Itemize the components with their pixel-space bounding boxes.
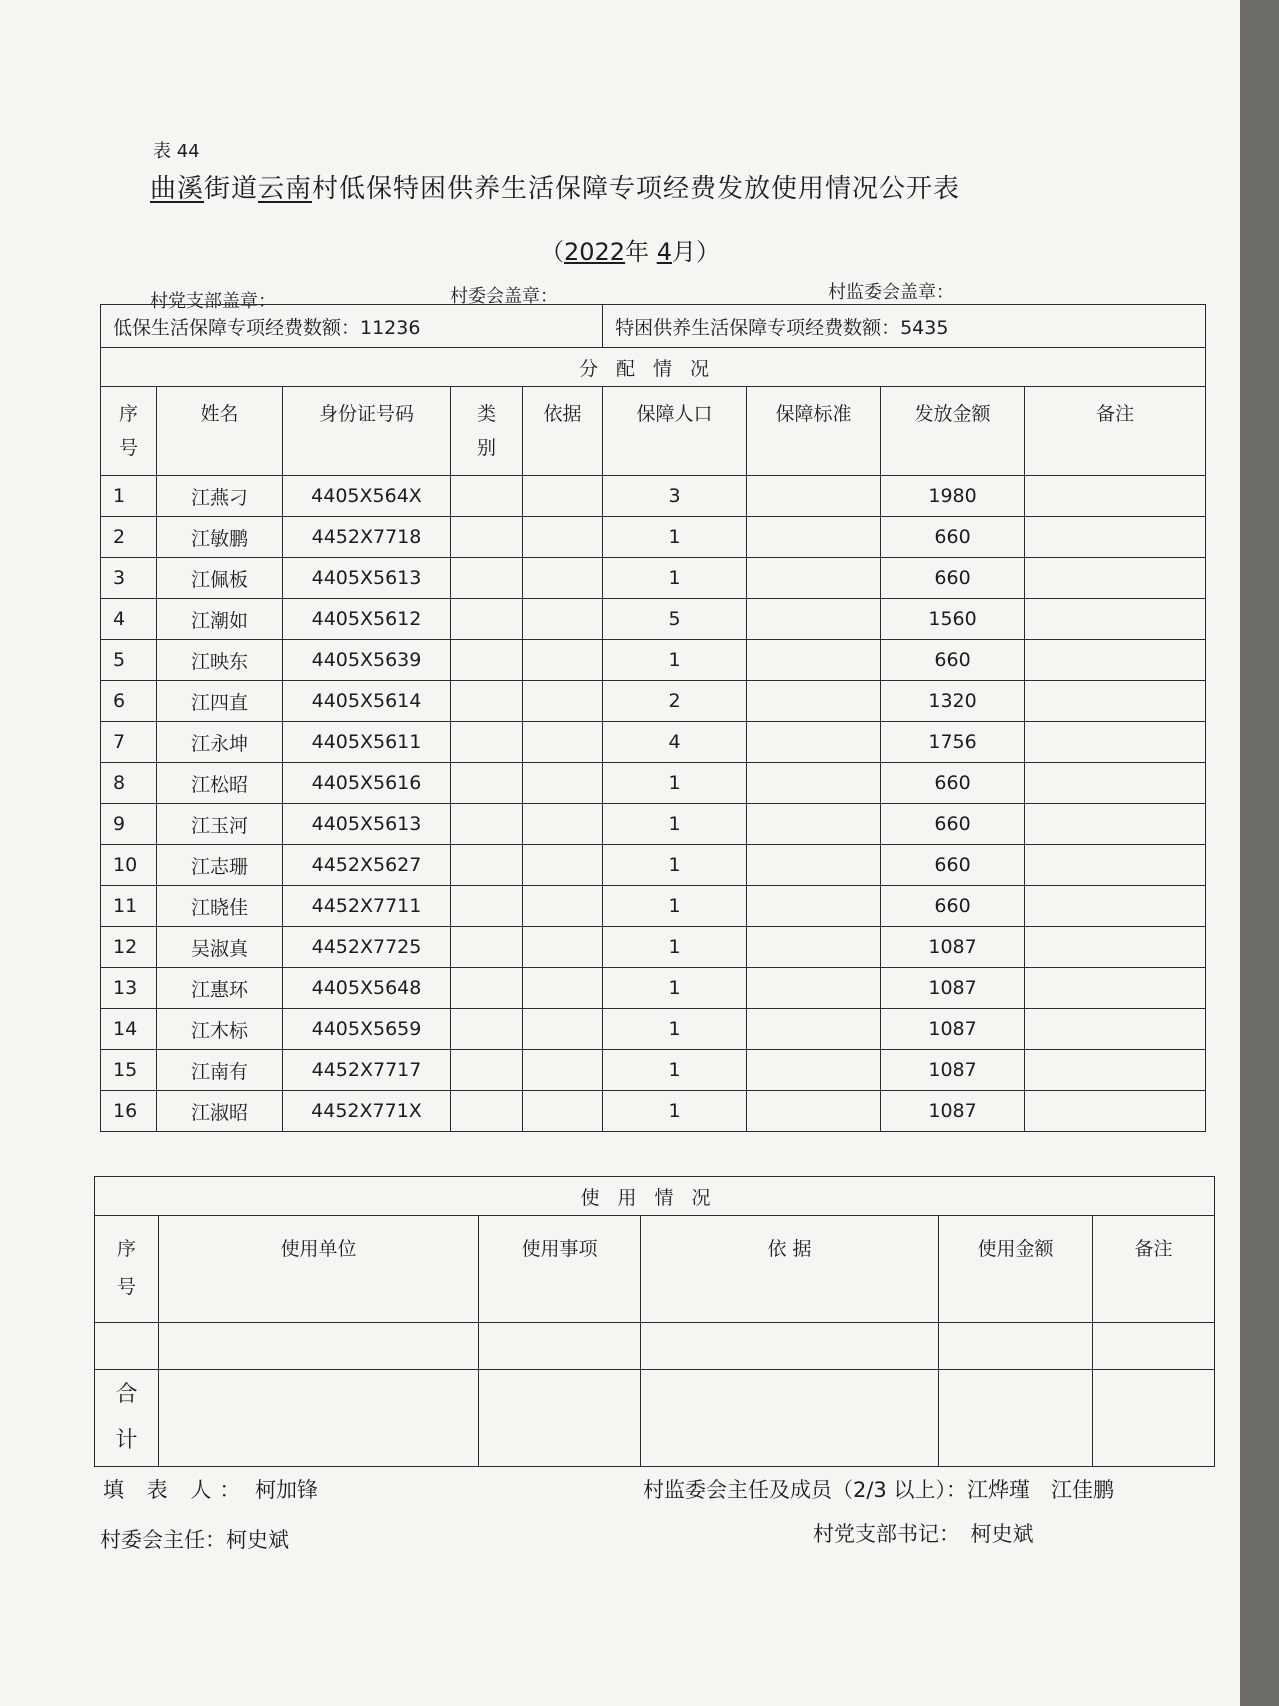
row-id-number: 4452X7711 xyxy=(283,886,451,927)
row-name: 江敏鹏 xyxy=(157,517,283,558)
row-basis xyxy=(523,640,603,681)
row-covered-people: 1 xyxy=(603,886,747,927)
row-remarks xyxy=(1025,517,1206,558)
table-row xyxy=(101,968,1206,1009)
row-index: 12 xyxy=(101,927,157,968)
row-remarks xyxy=(1025,927,1206,968)
row-basis xyxy=(523,1091,603,1132)
row-standard xyxy=(747,927,881,968)
village-committee-seal-label: 村委会盖章： xyxy=(450,286,558,307)
row-basis xyxy=(523,1050,603,1091)
row-category xyxy=(451,763,523,804)
row-remarks xyxy=(1025,476,1206,517)
table-row xyxy=(101,476,1206,517)
row-standard xyxy=(747,476,881,517)
row-remarks xyxy=(1025,599,1206,640)
row-name: 江淑昭 xyxy=(157,1091,283,1132)
row-id-number: 4405X5612 xyxy=(283,599,451,640)
title-rest: 村低保特困供养生活保障专项经费发放使用情况公开表 xyxy=(312,174,961,204)
row-remarks xyxy=(1025,1009,1206,1050)
row-name: 江松昭 xyxy=(157,763,283,804)
header-col-basis: 依据 xyxy=(523,387,603,476)
row-index: 9 xyxy=(101,804,157,845)
row-index: 13 xyxy=(101,968,157,1009)
row-name: 江映东 xyxy=(157,640,283,681)
row-basis xyxy=(523,968,603,1009)
row-index: 11 xyxy=(101,886,157,927)
header-col-standard: 保障标准 xyxy=(747,387,881,476)
row-category xyxy=(451,886,523,927)
row-standard xyxy=(747,599,881,640)
row-index: 7 xyxy=(101,722,157,763)
fund-amounts-row xyxy=(101,305,1206,348)
distribution-section-title: 分配情况 xyxy=(101,348,1206,387)
row-index: 3 xyxy=(101,558,157,599)
row-id-number: 4452X5627 xyxy=(283,845,451,886)
row-amount: 1087 xyxy=(881,927,1025,968)
row-category xyxy=(451,1009,523,1050)
row-category xyxy=(451,517,523,558)
row-covered-people: 5 xyxy=(603,599,747,640)
table-row xyxy=(101,517,1206,558)
row-amount: 660 xyxy=(881,558,1025,599)
table-row xyxy=(101,927,1206,968)
row-amount: 1087 xyxy=(881,968,1025,1009)
row-id-number: 4405X5639 xyxy=(283,640,451,681)
table-row xyxy=(95,1323,1215,1370)
secretary-label: 村党支部书记： xyxy=(813,1522,950,1546)
row-remarks xyxy=(1025,886,1206,927)
row-amount: 660 xyxy=(881,804,1025,845)
row-standard xyxy=(747,517,881,558)
row-index: 1 xyxy=(101,476,157,517)
row-basis xyxy=(523,886,603,927)
row-category xyxy=(451,1050,523,1091)
row-covered-people: 1 xyxy=(603,763,747,804)
row-id-number: 4405X5659 xyxy=(283,1009,451,1050)
total-label: 合计 xyxy=(95,1370,159,1467)
filler-label: 填 表 人： xyxy=(103,1478,249,1502)
row-id-number: 4452X7718 xyxy=(283,517,451,558)
row-id-number: 4452X771X xyxy=(283,1091,451,1132)
table-row xyxy=(101,1091,1206,1132)
row-category xyxy=(451,599,523,640)
row-amount: 1560 xyxy=(881,599,1025,640)
row-basis xyxy=(523,845,603,886)
special-poverty-fund-amount: 特困供养生活保障专项经费数额：5435 xyxy=(603,305,1206,348)
table-row xyxy=(101,722,1206,763)
subsistence-fund-amount: 低保生活保障专项经费数额：11236 xyxy=(101,305,603,348)
row-index: 5 xyxy=(101,640,157,681)
row-category xyxy=(451,640,523,681)
row-remarks xyxy=(1025,640,1206,681)
section-header xyxy=(95,1177,1215,1216)
director-name: 柯史斌 xyxy=(226,1528,289,1552)
row-category xyxy=(451,476,523,517)
row-category xyxy=(451,1091,523,1132)
row-covered-people: 4 xyxy=(603,722,747,763)
row-basis xyxy=(523,1009,603,1050)
row-standard xyxy=(747,845,881,886)
row-index: 10 xyxy=(101,845,157,886)
row-id-number: 4452X7717 xyxy=(283,1050,451,1091)
row-basis xyxy=(523,599,603,640)
row-basis xyxy=(523,681,603,722)
row-standard xyxy=(747,804,881,845)
director-label: 村委会主任： xyxy=(100,1528,226,1552)
header-col-amount: 发放金额 xyxy=(881,387,1025,476)
header-col-index: 序号 xyxy=(95,1216,159,1323)
filler-name: 柯加锋 xyxy=(255,1478,319,1502)
row-covered-people: 1 xyxy=(603,845,747,886)
supervision-committee-seal-label: 村监委会盖章： xyxy=(828,282,954,303)
row-amount: 660 xyxy=(881,517,1025,558)
row-basis xyxy=(523,722,603,763)
header-col-category: 类别 xyxy=(451,387,523,476)
table-header xyxy=(95,1216,1215,1323)
row-amount: 1320 xyxy=(881,681,1025,722)
village-director xyxy=(100,1524,289,1554)
table-row xyxy=(101,640,1206,681)
header-col-covered-people: 保障人口 xyxy=(603,387,747,476)
distribution-table xyxy=(100,304,1206,1132)
section-header xyxy=(101,348,1206,387)
row-category xyxy=(451,681,523,722)
row-index: 14 xyxy=(101,1009,157,1050)
supervisor-names: 江烨瑾 江佳鹏 xyxy=(966,1478,1114,1502)
table-header xyxy=(101,387,1206,476)
row-amount: 660 xyxy=(881,845,1025,886)
row-name: 江志珊 xyxy=(157,845,283,886)
row-id-number: 4452X7725 xyxy=(283,927,451,968)
row-index: 15 xyxy=(101,1050,157,1091)
usage-table xyxy=(94,1176,1215,1467)
row-remarks xyxy=(1025,968,1206,1009)
row-amount: 1087 xyxy=(881,1009,1025,1050)
row-amount: 1087 xyxy=(881,1050,1025,1091)
row-basis xyxy=(523,927,603,968)
row-category xyxy=(451,804,523,845)
row-standard xyxy=(747,722,881,763)
row-index: 8 xyxy=(101,763,157,804)
row-remarks xyxy=(1025,763,1206,804)
row-name: 吴淑真 xyxy=(157,927,283,968)
row-amount: 1980 xyxy=(881,476,1025,517)
row-name: 江玉河 xyxy=(157,804,283,845)
header-col-remarks: 备注 xyxy=(1093,1216,1215,1323)
table-row xyxy=(101,558,1206,599)
row-amount: 660 xyxy=(881,886,1025,927)
table-row xyxy=(101,681,1206,722)
row-covered-people: 1 xyxy=(603,1091,747,1132)
header-col-id-number: 身份证号码 xyxy=(283,387,451,476)
row-standard xyxy=(747,968,881,1009)
row-standard xyxy=(747,1050,881,1091)
row-remarks xyxy=(1025,804,1206,845)
row-amount: 1087 xyxy=(881,1091,1025,1132)
row-id-number: 4405X5616 xyxy=(283,763,451,804)
row-name: 江木标 xyxy=(157,1009,283,1050)
row-standard xyxy=(747,763,881,804)
form-filler xyxy=(103,1474,318,1504)
row-category xyxy=(451,968,523,1009)
row-category xyxy=(451,927,523,968)
row-index: 4 xyxy=(101,599,157,640)
row-remarks xyxy=(1025,722,1206,763)
distribution-rows xyxy=(101,476,1206,1132)
header-col-user-unit: 使用单位 xyxy=(159,1216,479,1323)
row-standard xyxy=(747,1009,881,1050)
row-id-number: 4405X5614 xyxy=(283,681,451,722)
row-remarks xyxy=(1025,1091,1206,1132)
table-row xyxy=(101,763,1206,804)
row-name: 江晓佳 xyxy=(157,886,283,927)
header-col-usage-item: 使用事项 xyxy=(479,1216,641,1323)
header-col-basis: 依 据 xyxy=(641,1216,939,1323)
row-covered-people: 1 xyxy=(603,968,747,1009)
row-category xyxy=(451,558,523,599)
form-number: 表 44 xyxy=(153,141,200,162)
row-covered-people: 1 xyxy=(603,1009,747,1050)
supervision-members xyxy=(643,1474,1114,1504)
title-village: 云南 xyxy=(258,174,313,204)
row-covered-people: 1 xyxy=(603,517,747,558)
title-part: 街道 xyxy=(204,174,259,204)
row-category xyxy=(451,722,523,763)
table-row xyxy=(101,599,1206,640)
row-name: 江惠环 xyxy=(157,968,283,1009)
row-id-number: 4405X5613 xyxy=(283,558,451,599)
row-basis xyxy=(523,476,603,517)
row-id-number: 4405X564X xyxy=(283,476,451,517)
row-index: 6 xyxy=(101,681,157,722)
row-name: 江燕刁 xyxy=(157,476,283,517)
usage-section-title: 使用情况 xyxy=(95,1177,1215,1216)
secretary-name: 柯史斌 xyxy=(970,1522,1034,1546)
row-standard xyxy=(747,1091,881,1132)
row-amount: 1756 xyxy=(881,722,1025,763)
table-row xyxy=(101,886,1206,927)
table-row xyxy=(101,1050,1206,1091)
party-secretary xyxy=(813,1518,1034,1548)
header-col-usage-amount: 使用金额 xyxy=(939,1216,1093,1323)
row-covered-people: 1 xyxy=(603,1050,747,1091)
row-remarks xyxy=(1025,681,1206,722)
row-covered-people: 1 xyxy=(603,927,747,968)
header-col-name: 姓名 xyxy=(157,387,283,476)
row-amount: 660 xyxy=(881,640,1025,681)
header-col-remarks: 备注 xyxy=(1025,387,1206,476)
row-standard xyxy=(747,886,881,927)
row-basis xyxy=(523,804,603,845)
period-year: 2022 xyxy=(564,238,626,266)
title-street: 曲溪 xyxy=(150,174,205,204)
row-category xyxy=(451,845,523,886)
row-remarks xyxy=(1025,558,1206,599)
total-row xyxy=(95,1370,1215,1467)
row-amount: 660 xyxy=(881,763,1025,804)
page-title xyxy=(150,168,960,205)
header-col-index: 序号 xyxy=(101,387,157,476)
row-name: 江永坤 xyxy=(157,722,283,763)
row-remarks xyxy=(1025,845,1206,886)
row-name: 江佩板 xyxy=(157,558,283,599)
supervisor-label: 村监委会主任及成员（2/3 以上）： xyxy=(643,1478,967,1502)
row-standard xyxy=(747,640,881,681)
row-covered-people: 1 xyxy=(603,804,747,845)
row-name: 江南有 xyxy=(157,1050,283,1091)
period-month: 4 xyxy=(656,238,672,266)
row-index: 2 xyxy=(101,517,157,558)
row-name: 江四直 xyxy=(157,681,283,722)
report-period: （2022年 4月） xyxy=(540,238,720,266)
row-covered-people: 3 xyxy=(603,476,747,517)
row-index: 16 xyxy=(101,1091,157,1132)
party-branch-seal-label: 村党支部盖章： xyxy=(150,291,276,312)
row-id-number: 4405X5613 xyxy=(283,804,451,845)
row-basis xyxy=(523,558,603,599)
table-row xyxy=(101,1009,1206,1050)
row-remarks xyxy=(1025,1050,1206,1091)
row-covered-people: 2 xyxy=(603,681,747,722)
row-covered-people: 1 xyxy=(603,558,747,599)
row-name: 江潮如 xyxy=(157,599,283,640)
table-row xyxy=(101,845,1206,886)
row-standard xyxy=(747,681,881,722)
row-basis xyxy=(523,517,603,558)
row-covered-people: 1 xyxy=(603,640,747,681)
row-id-number: 4405X5611 xyxy=(283,722,451,763)
table-row xyxy=(101,804,1206,845)
row-id-number: 4405X5648 xyxy=(283,968,451,1009)
row-basis xyxy=(523,763,603,804)
row-standard xyxy=(747,558,881,599)
